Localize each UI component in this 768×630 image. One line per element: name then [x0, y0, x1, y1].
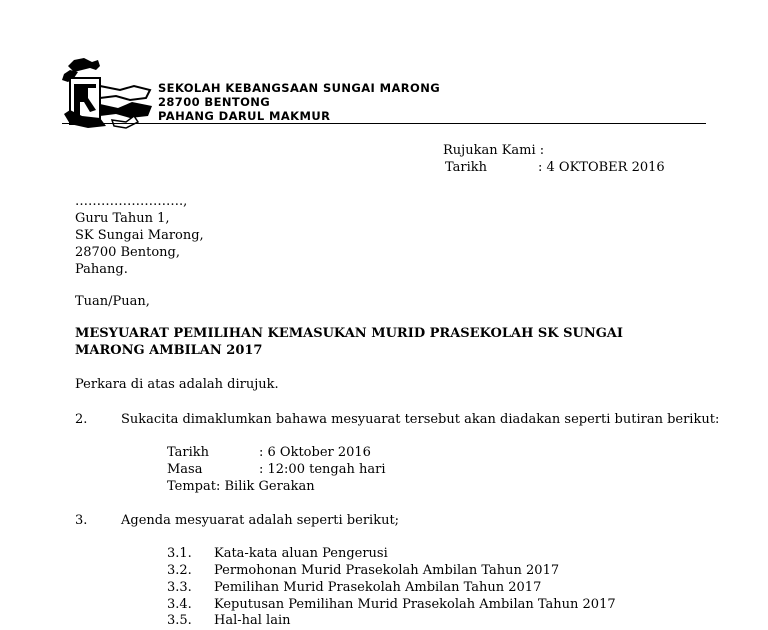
- school-name: SEKOLAH KEBANGSAAN SUNGAI MARONG: [158, 81, 441, 95]
- paragraph-2-number: 2.: [75, 412, 88, 427]
- school-crest-logo: [60, 56, 155, 132]
- detail-value: : 6 Oktober 2016: [259, 445, 371, 460]
- recipient-line: Guru Tahun 1,: [75, 211, 170, 226]
- agenda-item: Pemilihan Murid Prasekolah Ambilan Tahun 2017: [214, 580, 542, 595]
- detail-label: Tarikh: [167, 445, 210, 460]
- detail-label: Tempat: [167, 479, 216, 494]
- detail-value: : Bilik Gerakan: [215, 479, 315, 494]
- agenda-item: Kata-kata aluan Pengerusi: [214, 546, 388, 561]
- school-state: PAHANG DARUL MAKMUR: [158, 109, 331, 123]
- agenda-item: Keputusan Pemilihan Murid Prasekolah Ambilan Tahun 2017: [214, 597, 616, 612]
- recipient-line: SK Sungai Marong,: [75, 228, 204, 243]
- agenda-number: 3.1.: [167, 546, 192, 561]
- agenda-item: Permohonan Murid Prasekolah Ambilan Tahun 2017: [214, 563, 560, 578]
- subject-line-1: MESYUARAT PEMILIHAN KEMASUKAN MURID PRASEKOLAH SK SUNGAI: [75, 326, 623, 341]
- agenda-item: Hal-hal lain: [214, 613, 291, 628]
- detail-row-venue: [167, 478, 315, 495]
- date-value: : 4 OKTOBER 2016: [538, 160, 665, 175]
- agenda-number: 3.5.: [167, 613, 192, 628]
- paragraph-3-text: Agenda mesyuarat adalah seperti berikut;: [121, 513, 400, 528]
- agenda-number: 3.2.: [167, 563, 192, 578]
- reference-label: Rujukan Kami :: [443, 143, 545, 158]
- agenda-number: 3.4.: [167, 597, 192, 612]
- agenda-number: 3.3.: [167, 580, 192, 595]
- paragraph-2-text: Sukacita dimaklumkan bahawa mesyuarat tersebut akan diadakan seperti butiran berikut:: [121, 412, 720, 427]
- subject-line-2: MARONG AMBILAN 2017: [75, 343, 263, 358]
- recipient-line: Pahang.: [75, 262, 128, 277]
- school-postcode-town: 28700 BENTONG: [158, 95, 271, 109]
- salutation: Tuan/Puan,: [75, 294, 150, 309]
- letterhead-divider: [62, 123, 706, 124]
- detail-value: : 12:00 tengah hari: [259, 462, 386, 477]
- recipient-line: 28700 Bentong,: [75, 245, 180, 260]
- paragraph-1: Perkara di atas adalah dirujuk.: [75, 377, 279, 392]
- date-label: Tarikh: [445, 160, 488, 175]
- recipient-placeholder: …………………….,: [75, 194, 188, 209]
- detail-label: Masa: [167, 462, 203, 477]
- paragraph-3-number: 3.: [75, 513, 88, 528]
